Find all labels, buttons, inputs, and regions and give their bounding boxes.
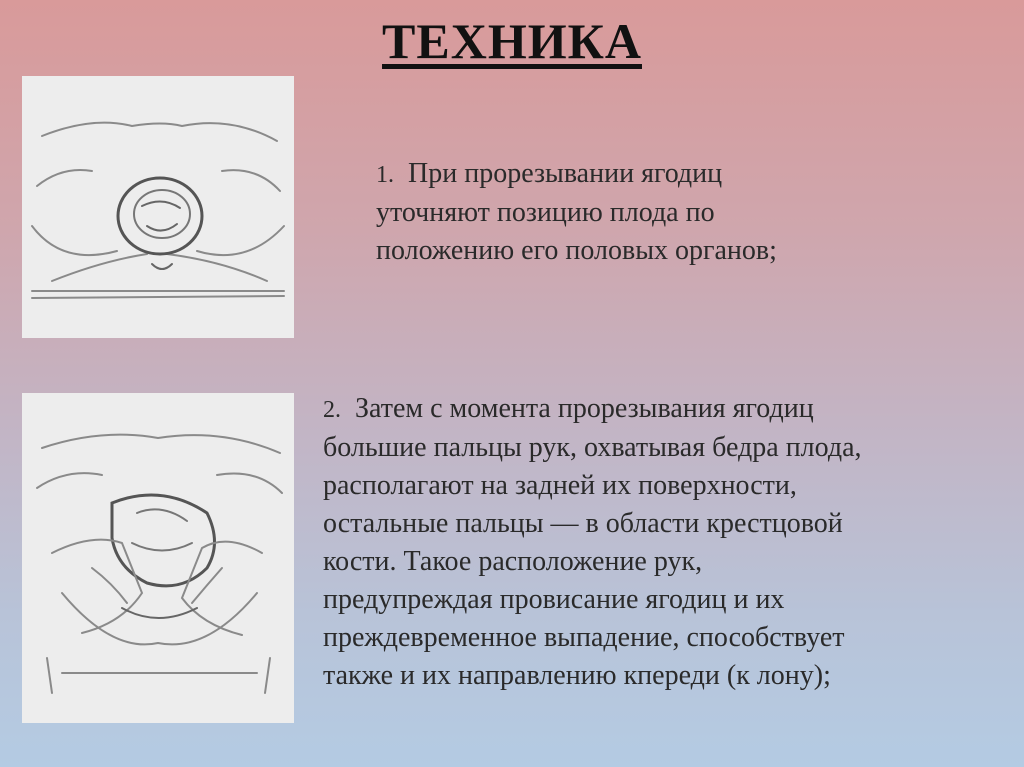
step-2-line-4: остальные пальцы — в области крестцовой (323, 508, 843, 539)
step-number: 2. (323, 397, 341, 423)
illustration-hands-grip (22, 393, 294, 723)
step-2-line-6: предупреждая провисание ягодиц и их (323, 584, 785, 615)
step-2-line-2: большие пальцы рук, охватывая бедра плода, (323, 432, 862, 463)
step-2-line-3: располагают на задней их поверхности, (323, 470, 797, 501)
step-2-line-5: кости. Такое расположение рук, (323, 546, 703, 577)
step-number: 1. (376, 162, 394, 188)
sketch-drawing-1 (22, 76, 294, 338)
step-1-line-3: положению его половых органов; (376, 235, 777, 266)
step-2-line-1: Затем с момента прорезывания ягодиц (355, 393, 814, 424)
step-1-line-2: уточняют позицию плода по (376, 197, 715, 228)
technique-step-1 (376, 155, 896, 270)
step-2-line-7: преждевременное выпадение, способствует (323, 622, 845, 653)
technique-step-2 (323, 390, 1013, 695)
slide-title: ТЕХНИКА (382, 13, 642, 69)
sketch-drawing-2 (22, 393, 294, 723)
step-1-line-1: При прорезывании ягодиц (408, 158, 723, 189)
step-2-line-8: также и их направлению кпереди (к лону); (323, 660, 831, 691)
illustration-buttocks-crowning (22, 76, 294, 338)
